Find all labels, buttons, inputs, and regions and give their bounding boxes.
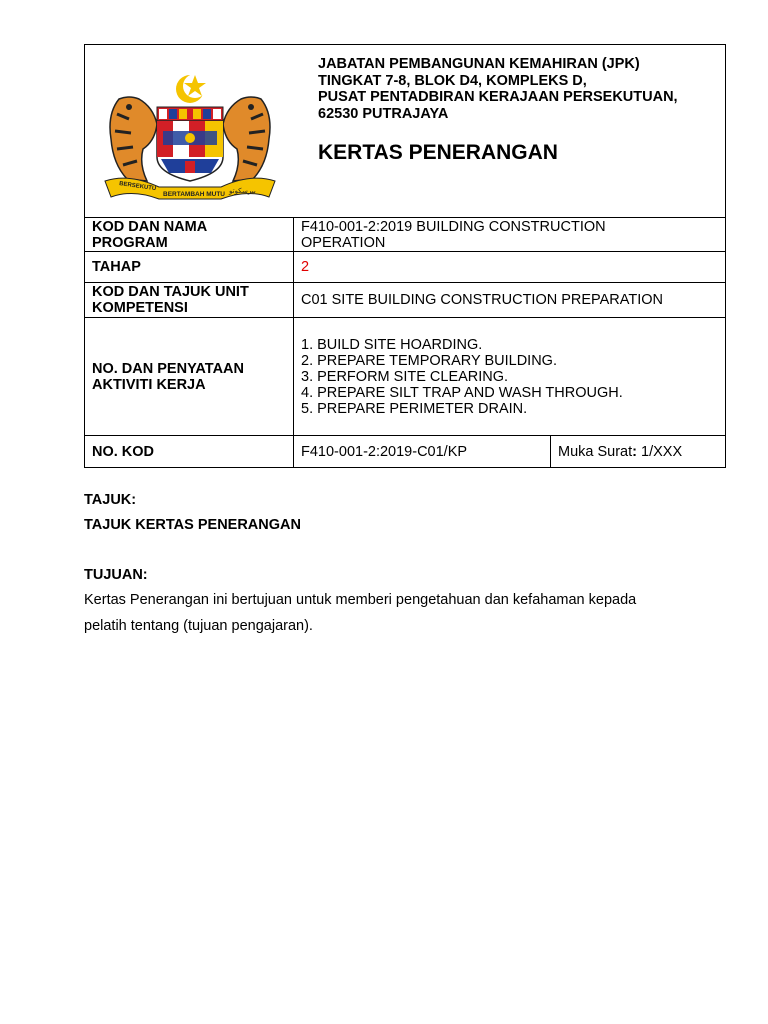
list-item: 5. PREPARE PERIMETER DRAIN. xyxy=(301,400,528,417)
page-label: Muka Surat xyxy=(558,443,633,460)
unit-label-line: KOD DAN TAJUK UNIT xyxy=(92,284,249,300)
table-row xyxy=(85,218,726,252)
activity-label-line: NO. DAN PENYATAAN xyxy=(92,360,244,377)
logo-ribbon-bottom: BERTAMBAH MUTU xyxy=(163,191,225,198)
tajuk-section xyxy=(84,491,694,534)
page-separator: : xyxy=(632,443,637,460)
tujuan-paragraph xyxy=(84,587,694,639)
logo-ribbon-left: BERSEKUTU xyxy=(118,181,157,193)
address-line: JABATAN PEMBANGUNAN KEMAHIRAN (JPK) xyxy=(318,56,640,72)
address-line: TINGKAT 7-8, BLOK D4, KOMPLEKS D, xyxy=(318,72,587,89)
kod-value: F410-001-2:2019-C01/KP xyxy=(294,436,551,468)
activity-list xyxy=(294,318,726,436)
coat-of-arms-logo xyxy=(99,69,281,205)
program-value xyxy=(294,218,726,252)
tujuan-heading: TUJUAN: xyxy=(84,567,148,583)
program-value-line: F410-001-2:2019 BUILDING CONSTRUCTION xyxy=(301,218,606,235)
list-item: 1. BUILD SITE HOARDING. xyxy=(301,336,483,353)
unit-label-line: KOMPETENSI xyxy=(92,300,188,316)
unit-label xyxy=(85,283,294,318)
tahap-label: TAHAP xyxy=(85,252,294,283)
info-table xyxy=(84,44,726,468)
document-title: KERTAS PENERANGAN xyxy=(318,141,558,164)
program-label-line: KOD DAN NAMA xyxy=(92,218,208,235)
kod-label: NO. KOD xyxy=(85,436,294,468)
table-row xyxy=(85,283,726,318)
activity-label-line: AKTIVITI KERJA xyxy=(92,376,206,393)
table-row xyxy=(85,436,726,468)
address-line: 62530 PUTRAJAYA xyxy=(318,105,449,122)
list-item: 3. PERFORM SITE CLEARING. xyxy=(301,368,509,385)
address-line: PUSAT PENTADBIRAN KERAJAAN PERSEKUTUAN, xyxy=(318,89,678,106)
unit-value: C01 SITE BUILDING CONSTRUCTION PREPARATION xyxy=(294,283,726,318)
document-header xyxy=(84,44,725,468)
paragraph-line: pelatih tentang (tujuan pengajaran). xyxy=(84,618,313,634)
agency-address xyxy=(318,56,718,122)
list-item: 2. PREPARE TEMPORARY BUILDING. xyxy=(301,352,557,369)
list-item: 4. PREPARE SILT TRAP AND WASH THROUGH. xyxy=(301,384,623,401)
program-label xyxy=(85,218,294,252)
paragraph-line: Kertas Penerangan ini bertujuan untuk memberi pengetahuan dan kefahaman kepada xyxy=(84,592,637,608)
page-number xyxy=(551,436,726,468)
tujuan-section xyxy=(84,566,694,639)
activity-label xyxy=(85,318,294,436)
program-value-line: OPERATION xyxy=(301,234,386,251)
table-row xyxy=(85,252,726,283)
tajuk-heading: TAJUK: xyxy=(84,492,137,508)
tajuk-text: TAJUK KERTAS PENERANGAN xyxy=(84,517,301,533)
program-label-line: PROGRAM xyxy=(92,234,168,251)
page-value: 1/XXX xyxy=(637,443,683,460)
table-row xyxy=(85,318,726,436)
logo-ribbon-right: بيرسکوتو xyxy=(229,187,256,195)
header-cell xyxy=(85,45,726,218)
tahap-value: 2 xyxy=(294,252,726,283)
